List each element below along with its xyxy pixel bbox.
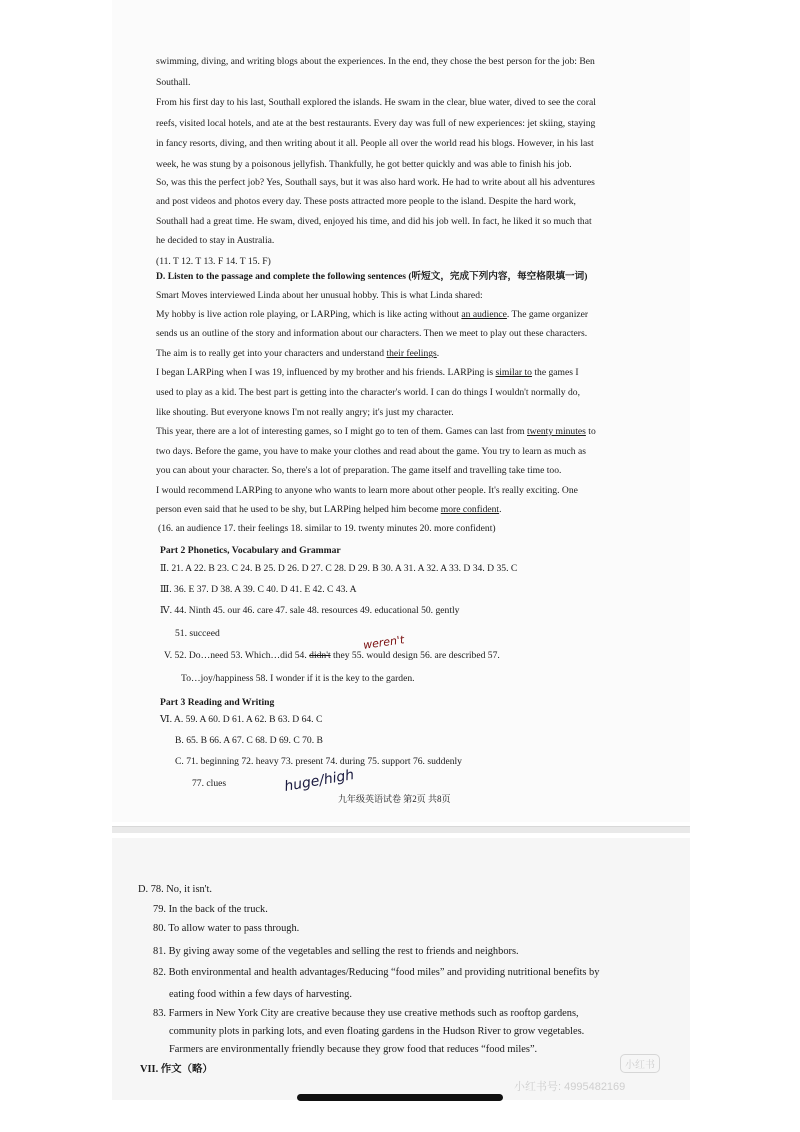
passage-line: week, he was stung by a poisonous jellyfish. Thankfully, he got better quickly and was able to finish his job.: [156, 159, 572, 170]
exam-page-2: [112, 838, 690, 1100]
passage-d-line: [156, 327, 587, 340]
answers-v-pre: V. 52. Do…need 53. Which…did 54.: [164, 650, 307, 661]
line-text: This year, there are a lot of interesting games, so I might go to ten of them. Games can last from: [156, 426, 527, 437]
passage-d-line: [156, 425, 596, 438]
answers-v-2: To…joy/happiness 58. I wonder if it is the key to the garden.: [181, 673, 415, 684]
answers-vi-a: Ⅵ. A. 59. A 60. D 61. A 62. B 63. D 64. C: [160, 714, 323, 725]
answer-line: 83. Farmers in New York City are creative because they use creative methods such as rooftop gardens,: [153, 1008, 579, 1019]
answers-vi-b: B. 65. B 66. A 67. C 68. D 69. C 70. B: [175, 735, 323, 746]
passage-line: and post videos and photos every day. These posts attracted more people to the island. Despite the hard work,: [156, 196, 576, 207]
line-text: . The game organizer: [506, 309, 589, 320]
line-text: person even said that he used to be shy, but LARPing helped him become: [156, 504, 441, 515]
passage-d-line: [156, 503, 502, 516]
answers-iii: Ⅲ. 36. E 37. D 38. A 39. C 40. D 41. E 42. C 43. A: [160, 584, 357, 595]
line-text: I would recommend LARPing to anyone who wants to learn more about other people. It's really exciting. One: [156, 485, 578, 496]
answer-line: Farmers are environmentally friendly because they grow food that reduces “food miles”.: [169, 1044, 538, 1055]
exam-page-1: [112, 0, 690, 822]
passage-line: From his first day to his last, Southall explored the islands. He swam in the clear, blue water, dived to see the coral: [156, 97, 596, 108]
answer-underlined: more confident: [440, 504, 500, 515]
answer-line: eating food within a few days of harvesting.: [169, 989, 352, 1000]
passage-line: he decided to stay in Australia.: [156, 235, 275, 246]
answer-underlined: twenty minutes: [527, 426, 586, 437]
answer-line: 82. Both environmental and health advantages/Reducing “food miles” and providing nutritional benefits by: [153, 967, 600, 978]
passage-d-line: [156, 445, 586, 458]
answer-line: 79. In the back of the truck.: [153, 904, 268, 915]
answers-v-struck: didn't: [309, 650, 331, 661]
passage-line: in fancy resorts, diving, and then writing about it all. People all over the world read his blogs. However, in his last: [156, 138, 594, 149]
line-text: The aim is to really get into your characters and understand: [156, 348, 387, 359]
handwritten-note: huge/high: [283, 767, 356, 795]
handwritten-correction: weren't: [362, 633, 406, 652]
passage-d-line: [156, 347, 439, 360]
answers-v: [164, 649, 500, 662]
answer-line: 80. To allow water to pass through.: [153, 923, 300, 934]
section-vii: VII. 作文（略）: [140, 1064, 213, 1075]
answers-iv: Ⅳ. 44. Ninth 45. our 46. care 47. sale 48. resources 49. educational 50. gently: [160, 605, 460, 616]
answers-ii: Ⅱ. 21. A 22. B 23. C 24. B 25. D 26. D 27. C 28. D 29. B 30. A 31. A 32. A 33. D 34. D 35. C: [160, 563, 518, 574]
passage-line: Southall had a great time. He swam, dived, enjoyed his time, and did his job well. In fact, he liked it so much that: [156, 216, 592, 227]
line-text: two days. Before the game, you have to make your clothes and read about the game. You try to learn as much as: [156, 446, 586, 457]
part2-title: Part 2 Phonetics, Vocabulary and Grammar: [160, 545, 341, 556]
passage-line: reefs, visited local hotels, and ate at the best restaurants. Every day was full of new experiences: jet skiing, staying: [156, 118, 596, 129]
answers-vi-c-2: 77. clues: [192, 778, 227, 789]
passage-d-line: [156, 308, 588, 321]
line-text: sends us an outline of the story and information about our characters. Then we meet to play out these characters.: [156, 328, 588, 339]
part3-title: Part 3 Reading and Writing: [160, 697, 275, 708]
passage-d-line: [156, 406, 454, 419]
watermark: 小红书号: 4995482169: [514, 1081, 626, 1093]
answers-vi-c: C. 71. beginning 72. heavy 73. present 74. during 75. support 76. suddenly: [175, 756, 462, 767]
answers-iv-2: 51. succeed: [175, 628, 220, 639]
line-text: .: [499, 504, 502, 515]
passage-line: Southall.: [156, 77, 191, 88]
answer-line: 81. By giving away some of the vegetables and selling the rest to friends and neighbors.: [153, 946, 519, 957]
answer-underlined: an audience: [461, 309, 507, 320]
line-text: My hobby is live action role playing, or LARPing, which is like acting without: [156, 309, 462, 320]
answers-v-post: they 55. would design 56. are described 57.: [330, 650, 500, 661]
section-d-title: D. Listen to the passage and complete the following sentences (听短文，完成下列内容，每空格限填一词): [156, 271, 588, 282]
passage-d-line: [156, 366, 579, 379]
passage-line: So, was this the perfect job? Yes, Southall says, but it was also hard work. He had to write about all his adventures: [156, 177, 595, 188]
page-divider: [112, 826, 690, 833]
home-indicator-bar[interactable]: [297, 1094, 503, 1101]
passage-d-line: [156, 484, 578, 497]
line-text: used to play as a kid. The best part is getting into the character's world. I can do things I wouldn't normally do,: [156, 387, 580, 398]
line-text: the games I: [531, 367, 579, 378]
passage-line: swimming, diving, and writing blogs about the experiences. In the end, they chose the best person for the job: Ben: [156, 56, 595, 67]
line-text: .: [436, 348, 440, 359]
line-text: like shouting. But everyone knows I'm not really angry; it's just my character.: [156, 407, 454, 418]
answer-underlined: similar to: [495, 367, 532, 378]
d-answers: (16. an audience 17. their feelings 18. similar to 19. twenty minutes 20. more confident): [158, 523, 496, 534]
answers-11-15: (11. T 12. T 13. F 14. T 15. F): [156, 256, 271, 267]
answer-underlined: their feelings: [386, 348, 437, 359]
page-footer: 九年级英语试卷 第2页 共8页: [338, 794, 451, 804]
answer-line: community plots in parking lots, and even floating gardens in the Hudson River to grow vegetables.: [169, 1026, 585, 1037]
line-text: you can about your character. So, there's a lot of preparation. The game itself and travelling take time too.: [156, 465, 562, 476]
passage-d-line: [156, 386, 580, 399]
section-d-intro: Smart Moves interviewed Linda about her unusual hobby. This is what Linda shared:: [156, 290, 483, 301]
app-logo: 小红书: [620, 1054, 660, 1073]
passage-d-line: [156, 464, 561, 477]
line-text: I began LARPing when I was 19, influenced by my brother and his friends. LARPing is: [156, 367, 496, 378]
answer-line: D. 78. No, it isn't.: [138, 884, 213, 895]
line-text: to: [585, 426, 596, 437]
